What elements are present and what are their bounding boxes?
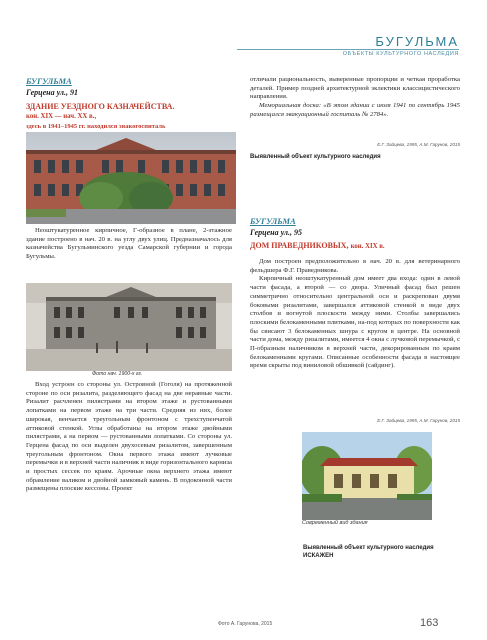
entry1-heading: [26, 76, 231, 132]
entry2-date: кон. XIX в.: [350, 243, 385, 250]
entry1-text-2: Вход устроен со стороны ул. Островной (Гоголя) на протяженной стороне по оси ризалита, разделяющего фасад на две неравные части. Ризалит расчленен пилястрами на втором этаже и рустованными лопатками на первом этаже на три части. Средняя из них, более широкая, венчается треугольным фронтоном с трехступенчатой аттиковой стенкой. Углы обработаны на втором этаже двойными пилястрами, а на первом — рустованными лопатками. Со стороны ул. Герцена фасад по оси выделен двухосевым ризалитом, завершенным треугольным фронтоном. Окна первого этажа имеют лучковые перемычки и в верхней части наличник в виде горизонтального карниза и простых сессек по краям. Арочные окна верхнего этажа имеют обрамление валиком и двойной замковый камень. В подоконной части размещены плоские кессоны. Проект: [26, 381, 232, 493]
entry1-name: ЗДАНИЕ УЕЗДНОГО КАЗНАЧЕЙСТВА.: [26, 102, 175, 111]
entry1-status: Выявленный объект культурного наследия: [250, 154, 381, 160]
entry1-credit: Е.Г. Зайцева, 1995, А.М. Гарунов, 2015: [377, 142, 460, 147]
entry1-continuation: [250, 76, 460, 120]
treasury-building-photo: [26, 132, 236, 224]
historic-photo-caption: Фото нач. 1900-х гг.: [92, 371, 143, 377]
running-header-subtitle: ОБЪЕКТЫ КУЛЬТУРНОГО НАСЛЕДИЯ: [342, 51, 459, 57]
header-rule: [237, 49, 459, 50]
entry2-name: ДОМ ПРАВЕДНИКОВЫХ,: [250, 241, 349, 250]
entry2-text-2: Кирпичный неоштукатуренный дом имеет два входа: один в левой части фасада, а второй — со двора. Уличный фасад был решен симметрично относительно центральной оси и раскрепован двумя боковыми ризалитами, завершался аттиковой стенкой в виде двух столбов и вогнутой плоскости между ними. Столбы завершались плоскими белокаменными плитками, на-под которых по поверхности как бы свисают 3 белокаменных шнура с кругом в центре. На основной части дома, между ризалитами, имеется 4 окна с лучковой перемычкой, с П-образным наличником в верхней части, декорированным по краям белокаменными кругами. Описанные особенности фасада в настоящее время скрыты под виниловой обшивкой (сайдинг).: [250, 275, 460, 370]
entry1-memorial-plaque: Мемориальная доска: «В этом здании с июля 1941 по сентябрь 1945 размещался эвакуационный госпиталь № 2784».: [250, 102, 460, 118]
entry1-paragraph-1: [26, 227, 232, 262]
entry2-text-1: Дом построен предположительно в нач. 20 в. для ветеринарного фельдшера Ф.Г. Праведникова.: [250, 258, 460, 274]
historic-photo-illustration: [26, 283, 232, 371]
entry1-address: Герцена ул., 91: [26, 88, 79, 97]
entry2-credit: Е.Г. Зайцева, 1995, А.М. Гарунов, 2015: [377, 418, 460, 423]
entry1-continuation-text-1: отличали рациональность, выверенные пропорции и четкая проработка деталей. Пример поздней архитектурной эклектики классицистического направления.: [250, 76, 460, 101]
praved-house-caption: Современный вид здания: [302, 520, 368, 526]
entry2-address: Герцена ул., 95: [250, 228, 303, 237]
praved-house-illustration: [302, 432, 432, 520]
entry1-note: здесь в 1941–1945 гг. находился эвакогоспиталь: [26, 123, 166, 130]
running-header-title: БУГУЛЬМА: [375, 34, 459, 49]
entry2-status: Выявленный объект культурного наследия: [303, 545, 434, 551]
praved-house-photo: [302, 432, 432, 520]
page-number: 163: [420, 617, 439, 629]
entry1-paragraph-2: [26, 381, 232, 494]
treasury-building-illustration: [26, 132, 236, 224]
entry1-city: БУГУЛЬМА: [26, 76, 72, 86]
entry1-text-1: Неоштукатуренное кирпичное, Г-образное в плане, 2-этажное здание построено в нач. 20 в. на углу двух улиц. Предназначалось для казначейства Бугульминского уезда Самарской губернии и города Бугульмы.: [26, 227, 232, 261]
entry2-status-distorted: ИСКАЖЕН: [303, 553, 334, 559]
historic-photo: [26, 283, 232, 371]
entry2-heading: [250, 216, 460, 252]
footer-photo-credit: Фото А. Гарунова, 2015: [218, 621, 273, 627]
entry2-city: БУГУЛЬМА: [250, 216, 296, 226]
entry2-body: [250, 258, 460, 371]
entry1-date: кон. XIX — нач. XX в.,: [26, 113, 97, 120]
